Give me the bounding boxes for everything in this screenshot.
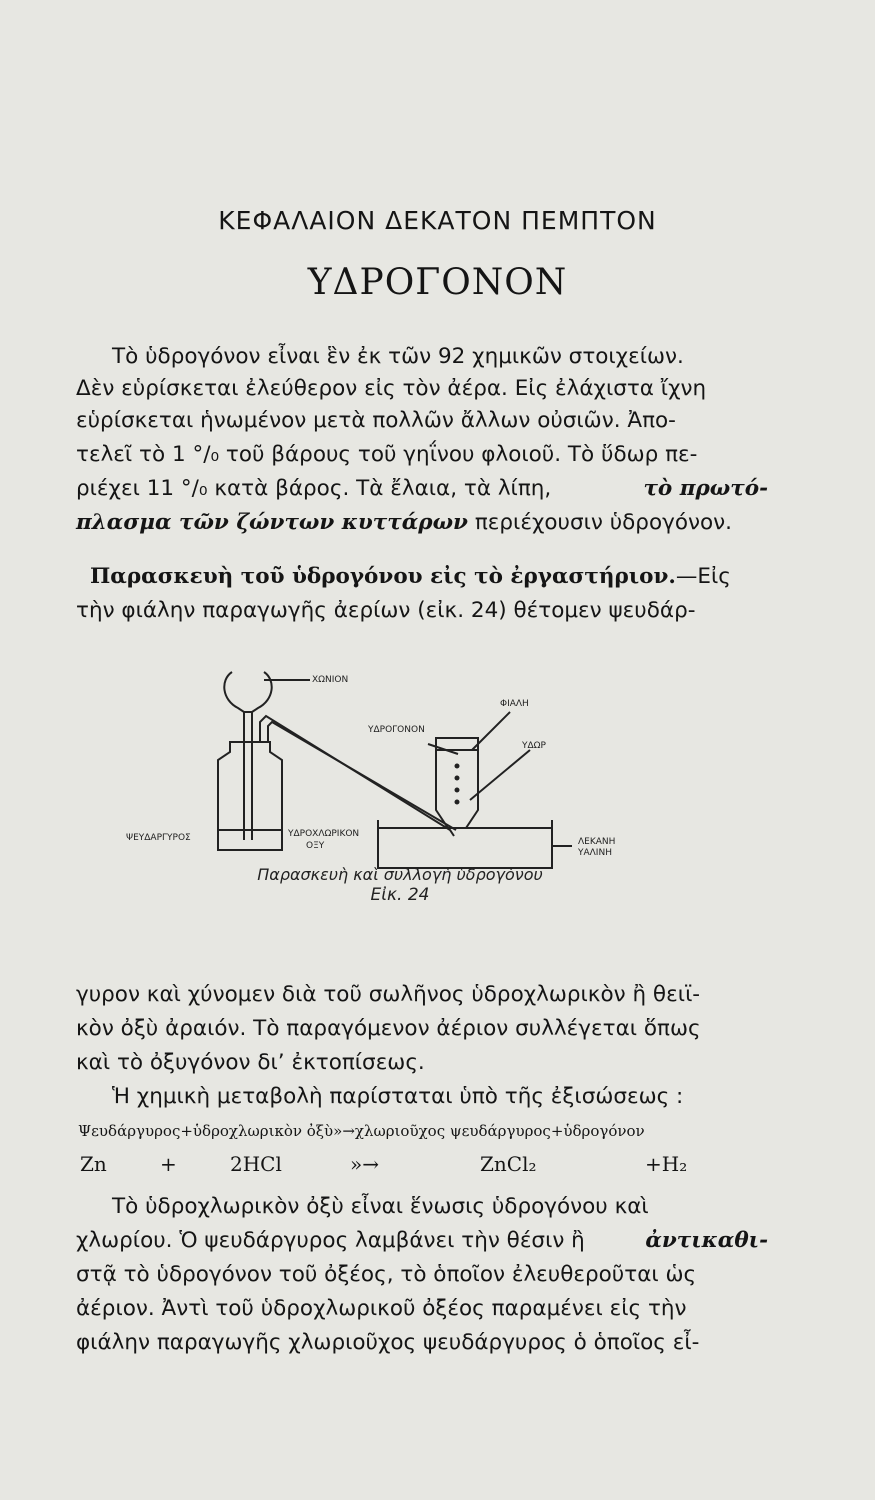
figure-number: Εἰκ. 24: [370, 885, 430, 905]
equation-arrow: »→: [333, 1122, 355, 1140]
line-text: περιέχουσιν ὑδρογόνον.: [474, 510, 732, 535]
page-title: ΥΔΡΟΓΟΝΟΝ: [307, 262, 568, 303]
text-line: [76, 1260, 776, 1290]
text-line: [76, 1328, 776, 1358]
emphasis-text: ἀντικαθι-: [645, 1228, 768, 1253]
bubble: [455, 788, 460, 793]
line-text: τελεῖ τὸ 1 °/₀ τοῦ βάρους τοῦ γηΐνου φλοιοῦ. Τὸ ὕδωρ πε-: [76, 442, 698, 467]
bubble: [455, 776, 460, 781]
text-line: [76, 1014, 776, 1044]
figure-label: ΛΕΚΑΝΗ: [578, 837, 616, 847]
figure-label: ΨΕΥΔΑΡΓΥΡΟΣ: [126, 833, 191, 843]
line-text: τὴν φιάλην παραγωγῆς ἀερίων (εἰκ. 24) θέτομεν ψευδάρ-: [76, 598, 696, 623]
line-text: χλωρίου. Ὁ ψευδάργυρος λαμβάνει τὴν θέσιν ἢ: [76, 1228, 585, 1253]
chapter-heading: ΚΕΦΑΛΑΙΟΝ ΔΕΚΑΤΟΝ ΠΕΜΠΤΟΝ: [218, 206, 657, 235]
text-line: [76, 980, 776, 1010]
line-text: Δὲν εὑρίσκεται ἐλεύθερον εἰς τὸν ἀέρα. Εἰς ἐλάχιστα ἴχνη: [76, 376, 707, 401]
line-text: Τὸ ὑδρογόνον εἶναι ἓν ἐκ τῶν 92 χημικῶν στοιχείων.: [112, 344, 684, 369]
equation-reactants: Ψευδάργυρος+ὑδροχλωρικὸν ὀξὺ: [78, 1122, 334, 1140]
line-text: κὸν ὀξὺ ἀραιόν. Τὸ παραγόμενον ἀέριον συλλέγεται ὅπως: [76, 1016, 701, 1041]
figure-label: ΥΔΡΟΓΟΝΟΝ: [368, 725, 425, 735]
emphasis-text: τὸ πρωτό-: [643, 476, 768, 501]
bubble: [455, 764, 460, 769]
bubble: [455, 800, 460, 805]
line-text: Ἡ χημικὴ μεταβολὴ παρίσταται ὑπὸ τῆς ἐξισώσεως :: [112, 1084, 684, 1109]
text-line: [112, 1082, 776, 1112]
figure-label: ΥΔΡΟΧΛΩΡΙΚΟΝ: [288, 829, 360, 839]
text-line: [90, 562, 776, 592]
funnel-shape: [224, 672, 271, 712]
text-line: [76, 1048, 776, 1078]
equation-products: χλωριοῦχος ψευδάργυρος+ὑδρογόνον: [354, 1122, 645, 1140]
delivery-tube: [260, 716, 454, 836]
line-text: Τὸ ὑδροχλωρικὸν ὀξὺ εἶναι ἕνωσις ὑδρογόνου καὶ: [112, 1194, 649, 1219]
apparatus-diagram: [126, 650, 616, 905]
line-text: φιάλην παραγωγῆς χλωριοῦχος ψευδάργυρος ὁ ὁποῖος εἶ-: [76, 1330, 700, 1355]
section-heading: Παρασκευὴ τοῦ ὑδρογόνου εἰς τὸ ἐργαστήριον.: [90, 564, 676, 589]
text-line: [76, 406, 776, 436]
line-text: εὑρίσκεται ἡνωμένον μετὰ πολλῶν ἄλλων οὐσιῶν. Ἀπο-: [76, 408, 676, 433]
formula-zn: Zn: [80, 1152, 107, 1176]
line-text: ριέχει 11 °/₀ κατὰ βάρος. Τὰ ἔλαια, τὰ λίπη,: [76, 476, 552, 501]
figure-label: ΥΔΩΡ: [522, 741, 546, 751]
line-text: γυρον καὶ χύνομεν διὰ τοῦ σωλῆνος ὑδροχλωρικὸν ἢ θειϊ-: [76, 982, 701, 1007]
figure-label: ΟΞΥ: [306, 841, 325, 851]
figure-caption: Παρασκευὴ καὶ συλλογὴ ὑδρογόνου: [257, 865, 543, 884]
figure-label: ΧΩΝΙΟΝ: [312, 675, 349, 685]
line-text: —Εἰς: [675, 564, 731, 589]
text-line: [76, 474, 776, 504]
line-text: στᾷ τὸ ὑδρογόνον τοῦ ὀξέος, τὸ ὁποῖον ἐλευθεροῦται ὡς: [76, 1262, 697, 1287]
formula-h2: +H₂: [645, 1152, 688, 1176]
text-line: [76, 440, 776, 470]
text-line: [76, 1294, 776, 1324]
line-text: καὶ τὸ ὀξυγόνον δι’ ἐκτοπίσεως.: [76, 1050, 425, 1075]
text-line: [112, 1192, 776, 1222]
arrow: [472, 712, 510, 750]
formula-plus: +: [160, 1152, 177, 1176]
emphasis-text: πλασμα τῶν ζώντων κυττάρων: [76, 510, 468, 535]
equation-words: [78, 1122, 645, 1140]
figure-label: ΦΙΑΛΗ: [500, 699, 529, 709]
formula-hcl: 2HCl: [230, 1152, 282, 1176]
text-line: [76, 374, 776, 404]
formula-arrow: »→: [350, 1152, 379, 1176]
flask-shape: [218, 742, 282, 850]
text-line: [76, 508, 776, 538]
formula-zncl2: ZnCl₂: [480, 1152, 537, 1176]
text-line: [76, 1226, 776, 1256]
text-line: [112, 342, 776, 372]
figure-label: ΥΑΛΙΝΗ: [578, 848, 612, 858]
collecting-bottle: [436, 738, 478, 828]
line-text: ἀέριον. Ἀντὶ τοῦ ὑδροχλωρικοῦ ὀξέος παραμένει εἰς τὴν: [76, 1296, 687, 1321]
text-line: [76, 596, 776, 626]
